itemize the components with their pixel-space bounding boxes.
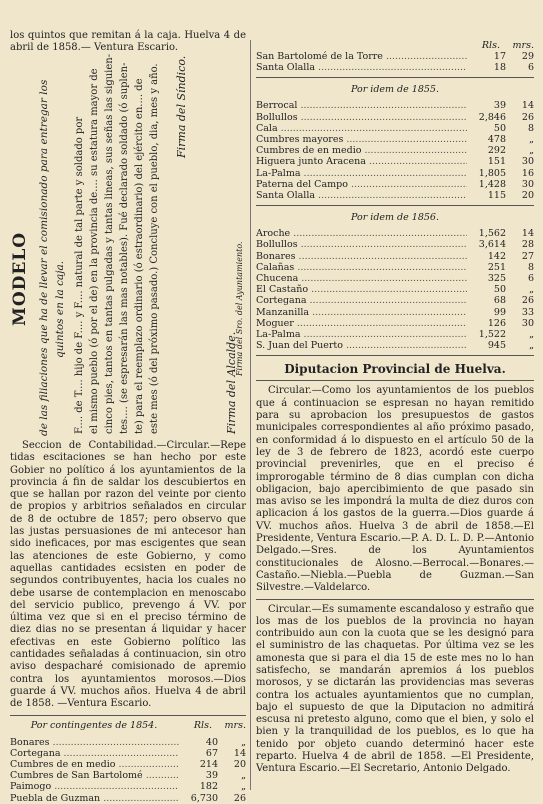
amount-rls: 325 (487, 273, 506, 285)
table-1856 (256, 228, 534, 351)
table-row (256, 100, 534, 111)
town-name: La-Palma ..... (256, 329, 467, 340)
amount-mrs: „ (241, 736, 246, 748)
amount-mrs: 28 (521, 239, 534, 251)
amount-rls: 1,522 (478, 329, 506, 341)
amount-mrs: „ (529, 340, 534, 352)
table-row (10, 781, 246, 792)
amount-mrs: 6 (527, 273, 534, 285)
intro-paragraph: los quintos que remitan á la caja. Huelva 4 de abril de 1858.— Ventura Escario. (10, 30, 246, 54)
table-1854-header (10, 720, 246, 731)
table-row (256, 318, 534, 329)
amount-mrs: 33 (521, 306, 534, 318)
town-name: S. Juan del Puerto ..... (256, 340, 467, 351)
amount-mrs: „ (529, 329, 534, 341)
right-top-header (256, 40, 534, 51)
circular-presupuestos: Circular.—Como los ayuntamientos de los pueblos que á continuacion se espresan no hayan remitido para su aprobacion los presupuestos de gastos municipales correspondientes al año próximo pasado, en conformidad á lo dispuesto en el artículo 50 de la ley de 3 de febrero de 1823, acordó este cuerpo provincial prevenirles, que en el preciso é improrogable término de 8 dias cumplan con dicha obligacion, bajo apercibimiento de que pasado sin mas aviso se les impondrá la multa de diez duros con aplicacion á los gastos de la guerra.—Dios guarde á VV. muchos años. Huelva 3 de abril de 1858.—El Presidente, Ventura Escario.—P. A. D. L. D. P.—Antonio Delgado.—Sres. de los Ayuntamientos constitucionales de Alosno.—Berrocal.—Bonares.—Castaño.—Niebla.—Puebla de Guzman.—San Silvestre.—Valdelarco. (256, 385, 534, 594)
table-row (256, 156, 534, 167)
amount-mrs: 14 (233, 747, 246, 759)
town-name: Cortegana ..... (256, 295, 467, 306)
town-name: Cortegana ..... (10, 748, 179, 759)
amount-mrs: 27 (521, 250, 534, 262)
sign-secretario: Firma del Sro. del Ayuntamiento. (235, 241, 244, 376)
town-name: Cala ..... (256, 123, 467, 134)
amount-mrs: 20 (521, 190, 534, 202)
left-column-lower (10, 440, 246, 804)
town-name: Puebla de Guzman ..... (10, 793, 179, 804)
amount-rls: 945 (487, 340, 506, 352)
table-row (256, 51, 534, 62)
rule (256, 380, 534, 381)
town-name: El Castaño ..... (256, 284, 467, 295)
table-row (256, 340, 534, 351)
amount-rls: 126 (487, 317, 506, 329)
amount-rls: 50 (493, 122, 506, 134)
table-row (256, 307, 534, 318)
amount-mrs: „ (529, 284, 534, 296)
col-rls: Rls. (481, 40, 500, 51)
table-row (256, 168, 534, 179)
amount-rls: 67 (205, 747, 218, 759)
amount-mrs: 29 (521, 51, 534, 62)
amount-rls: 68 (493, 295, 506, 307)
town-name: Bonares ..... (10, 737, 179, 748)
town-name: Bollullos ..... (256, 239, 467, 250)
amount-rls: 182 (199, 781, 218, 793)
amount-rls: 151 (487, 156, 506, 168)
table-row (10, 748, 246, 759)
amount-mrs: 30 (521, 156, 534, 168)
amount-rls: 1,428 (478, 178, 506, 190)
diputacion-title: Diputacion Provincial de Huelva. (284, 362, 506, 377)
town-name: Cumbres mayores ..... (256, 134, 467, 145)
amount-mrs: 30 (521, 178, 534, 190)
amount-rls: 6,730 (190, 792, 218, 804)
town-name: Moguer ..... (256, 318, 467, 329)
modelo-form (10, 53, 246, 436)
modelo-line: te) para el reemplazo ordinario (ó estraordinario) del ejército en.... de (134, 78, 145, 434)
town-name: Bonares ..... (256, 251, 467, 262)
amount-rls: 39 (205, 770, 218, 782)
table-row (256, 145, 534, 156)
modelo-line: el mismo pueblo (ó por el de) en la provincia de.... su estatura mayor de (89, 68, 100, 434)
amount-mrs: „ (241, 781, 246, 793)
amount-mrs: 16 (521, 167, 534, 179)
table-1854 (10, 737, 246, 804)
modelo-line: cinco pies, tantos en tantas pulgadas y tantas lineas, sus señas las siguien- (104, 53, 115, 434)
amount-rls: 18 (493, 62, 506, 74)
town-name: San Bartolomé de la Torre ..... (256, 51, 467, 62)
table-row (256, 262, 534, 273)
amount-rls: 115 (487, 190, 506, 202)
table-row (256, 179, 534, 190)
modelo-line: tes.... (se espresarán las mas notables). Fué declarado soldado (ó suplen- (119, 62, 130, 434)
amount-rls: 1,562 (478, 228, 506, 240)
modelo-line: este mes (ó del próximo pasado.) Concluye con el pueblo, dia, mes y año. (149, 63, 160, 434)
amount-rls: 214 (199, 758, 218, 770)
amount-rls: 17 (493, 51, 506, 62)
town-name: Paterna del Campo ..... (256, 179, 467, 190)
table-1856-heading: Por idem de 1856. (351, 212, 439, 224)
town-name: Cumbres de en medio ..... (10, 759, 179, 770)
circular-chaquetas: Circular.—Es sumamente escandaloso y estraño que los mas de los pueblos de la provincia no hayan contribuido aun con la cuota que se les designó para el suministro de las chaquetas. Por última vez se les amonesta que si para el dia 15 de este mes no lo han satisfecho, se mandarán apremios á los pueblos morosos, y se dictarán las providencias mas severas contra los actuales ayuntamientos que no cumplan, bajo el supuesto de que la Diputacion no admitirá escusa ni pretesto alguno, como que el bien, y solo el bien y la tranquilidad de los pueblos, es lo que ha tenido por objeto cuando determinó hacer este reparto. Huelva 4 de abril de 1858. —El Presidente, Ventura Escario.—El Secretario, Antonio Delgado. (256, 603, 534, 775)
amount-rls: 142 (487, 250, 506, 262)
amount-mrs: 8 (527, 261, 534, 273)
table-row (256, 190, 534, 201)
town-name: La-Palma ..... (256, 168, 467, 179)
table-row (256, 123, 534, 134)
amount-mrs: 30 (521, 317, 534, 329)
amount-mrs: 26 (521, 111, 534, 123)
town-name: Higuera junto Aracena ..... (256, 156, 467, 167)
rule (256, 77, 534, 78)
right-column (256, 40, 534, 776)
town-name: Cumbres de San Bartolomé ..... (10, 770, 179, 781)
table-1855-heading: Por idem de 1855. (351, 84, 439, 96)
col-mrs: mrs. (224, 719, 246, 731)
table-1854-heading: Por contingentes de 1854. (30, 719, 158, 731)
amount-rls: 251 (487, 261, 506, 273)
amount-mrs: „ (241, 770, 246, 782)
amount-rls: 40 (205, 736, 218, 748)
table-row (10, 770, 246, 781)
circular-contabilidad: Seccion de Contabilidad.—Circular.—Repe tidas escitaciones se han hecho por este Gobier no político á los ayuntamientos de la provincia á fin de saldar los descubiertos en que se hallan por razon del veinte por ciento de propios y arbitrios señalados en circular de 8 de octubre de 1857; pero observo que las justas persuasiones de mi antecesor han sido ineficaces, por mas escigentes que sean las atenciones de este Gobierno, y como aquellas cantidades ecsisten en poder de segundos contribuyentes, hacia los cuales no debe usarse de contemplacion en menoscabo del servicio publico, prevengo á VV. por última vez que si en el preciso término de diez dias no se presentan á liquidar y hacer efectivas en este Gobierno político las cantidades señaladas á continuacion, sin otro aviso despacharé comisionado de apremio contra los ayuntamientos morosos.—Dios guarde á VV. muchos años. Huelva 4 de abril de 1858. —Ventura Escario. (10, 440, 246, 710)
table-row (256, 62, 534, 73)
table-row (256, 329, 534, 340)
table-row (10, 793, 246, 804)
amount-rls: 99 (493, 306, 506, 318)
town-name: Chucena ..... (256, 273, 467, 284)
left-column (10, 30, 246, 55)
amount-mrs: „ (529, 134, 534, 146)
modelo-subtitle-2: quintos en la caja. (54, 260, 66, 358)
table-row (256, 273, 534, 284)
table-row (10, 737, 246, 748)
amount-mrs: 8 (527, 122, 534, 134)
amount-mrs: 20 (233, 758, 246, 770)
amount-rls: 292 (487, 145, 506, 157)
town-name: Paimogo ..... (10, 781, 179, 792)
amount-mrs: 26 (233, 792, 246, 804)
town-name: Manzanilla ..... (256, 307, 467, 318)
table-1855 (256, 100, 534, 201)
town-name: Santa Olalla ..... (256, 190, 467, 201)
town-name: Santa Olalla ..... (256, 62, 467, 73)
amount-rls: 3,614 (478, 239, 506, 251)
modelo-line: F.... de T.... hijo de F.... y F.... natural de tal parte y soldado por (74, 116, 85, 434)
col-rls: Rls. (193, 719, 212, 731)
amount-mrs: 14 (521, 100, 534, 112)
amount-rls: 2,846 (478, 111, 506, 123)
col-mrs: mrs. (512, 40, 534, 51)
table-row (256, 284, 534, 295)
rule (256, 599, 534, 600)
amount-rls: 39 (493, 100, 506, 112)
table-row (256, 251, 534, 262)
amount-mrs: 6 (527, 62, 534, 74)
rule (256, 355, 534, 356)
amount-mrs: 26 (521, 295, 534, 307)
town-name: Bollullos ..... (256, 112, 467, 123)
town-name: Cumbres de en medio ..... (256, 145, 467, 156)
table-top (256, 51, 534, 73)
rule (256, 205, 534, 206)
sign-sindico: Firma del Síndico. (175, 55, 188, 158)
modelo-title: MODELO (10, 231, 30, 326)
table-row (256, 228, 534, 239)
sign-alcalde: Firma del Alcalde. (225, 331, 238, 434)
rule (10, 715, 246, 716)
column-divider (250, 40, 251, 790)
table-row (256, 295, 534, 306)
town-name: Berrocal ..... (256, 100, 467, 111)
town-name: Aroche ..... (256, 228, 467, 239)
amount-mrs: 14 (521, 228, 534, 240)
table-row (256, 112, 534, 123)
table-row (256, 134, 534, 145)
table-row (10, 759, 246, 770)
town-name: Calañas ..... (256, 262, 467, 273)
modelo-subtitle-1: de las filiaciones que ha de llevar el comisionado para entregar los (38, 79, 50, 436)
amount-mrs: „ (529, 145, 534, 157)
table-row (256, 239, 534, 250)
amount-rls: 50 (493, 284, 506, 296)
amount-rls: 1,805 (478, 167, 506, 179)
amount-rls: 478 (487, 134, 506, 146)
